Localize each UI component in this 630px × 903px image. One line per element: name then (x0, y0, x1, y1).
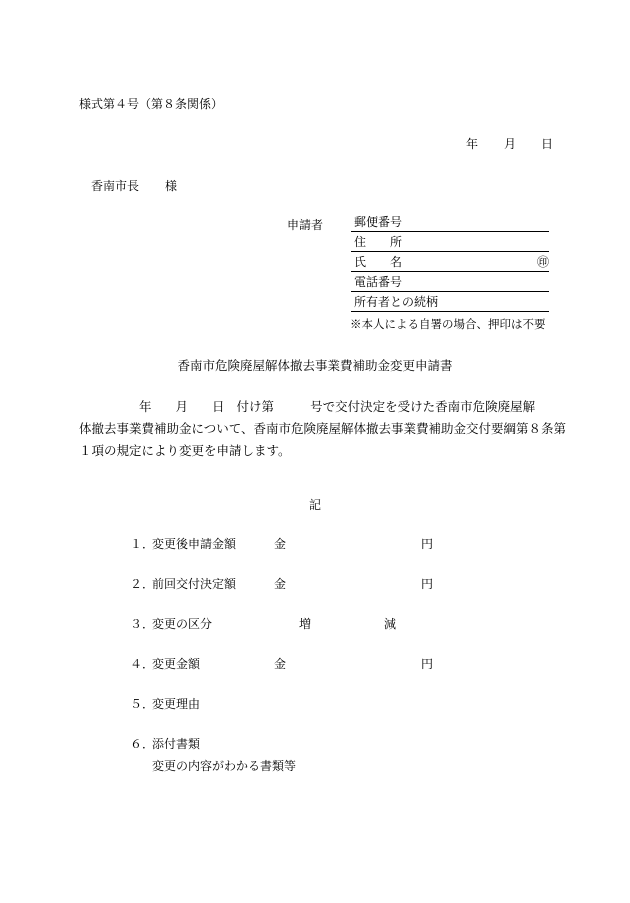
item-number: ２． (130, 577, 155, 591)
item-4 (130, 658, 200, 670)
addressee-name: 香南市長 (91, 179, 140, 193)
name-field[interactable] (351, 255, 549, 272)
body-year: 年 (139, 399, 152, 414)
body-text (79, 396, 567, 462)
item-label: 変更金額 (152, 657, 201, 671)
item-label: 前回交付決定額 (152, 577, 237, 591)
item-number: ６． (130, 737, 155, 751)
body-line-1 (79, 396, 559, 418)
item-label: 変更の区分 (152, 617, 213, 631)
item-6 (130, 738, 200, 750)
item-number: １． (130, 537, 155, 551)
body-dated-no: 付け第 (236, 399, 275, 414)
postal-code-label: 郵便番号 (354, 215, 403, 229)
relationship-field[interactable] (351, 295, 549, 312)
item-label: 変更後申請金額 (152, 537, 237, 551)
yen-label: 円 (421, 577, 434, 591)
item-label: 添付書類 (152, 737, 201, 751)
phone-label: 電話番号 (354, 275, 403, 289)
postal-code-field[interactable] (351, 215, 549, 232)
body-month: 月 (175, 399, 189, 414)
increase-option[interactable]: 増 (299, 617, 312, 631)
item-3 (130, 618, 212, 630)
document-title: 香南市危険廃屋解体撤去事業費補助金変更申請書 (177, 358, 453, 373)
kin-label: 金 (274, 537, 287, 551)
yen-label: 円 (421, 657, 434, 671)
yen-label: 円 (421, 537, 434, 551)
item-1 (130, 538, 236, 550)
item-5 (130, 698, 200, 710)
form-number: 様式第４号（第８条関係） (79, 97, 224, 111)
body-line1-rest: 号で交付決定を受けた香南市危険廃屋解 (310, 399, 536, 414)
body-line-3: １項の規定により変更を申請します。 (79, 443, 291, 458)
date-year: 年 (466, 137, 479, 151)
seal-mark: ㊞ (536, 255, 549, 269)
kin-label: 金 (274, 657, 287, 671)
address-field[interactable] (351, 235, 549, 252)
ki-heading: 記 (308, 498, 321, 512)
item-number: ４． (130, 657, 155, 671)
date-month: 月 (504, 137, 517, 151)
decrease-option[interactable]: 減 (384, 617, 397, 631)
item-2 (130, 578, 236, 590)
addressee-honorific: 様 (165, 179, 178, 193)
address-label: 住 所 (354, 235, 403, 249)
date-day: 日 (541, 137, 554, 151)
seal-note: ※本人による自署の場合、押印は不要 (350, 317, 546, 331)
attachment-detail: 変更の内容がわかる書類等 (152, 759, 297, 773)
item-number: ３． (130, 617, 155, 631)
kin-label: 金 (274, 577, 287, 591)
phone-field[interactable] (351, 275, 549, 292)
addressee (91, 180, 177, 192)
relationship-label: 所有者との続柄 (354, 295, 439, 309)
item-label: 変更理由 (152, 697, 201, 711)
name-label: 氏 名 (354, 255, 403, 269)
body-line-2: 体撤去事業費補助金について、香南市危険廃屋解体撤去事業費補助金交付要綱第８条第 (79, 421, 567, 436)
item-number: ５． (130, 697, 155, 711)
body-day: 日 (212, 399, 225, 414)
applicant-label: 申請者 (287, 218, 324, 232)
